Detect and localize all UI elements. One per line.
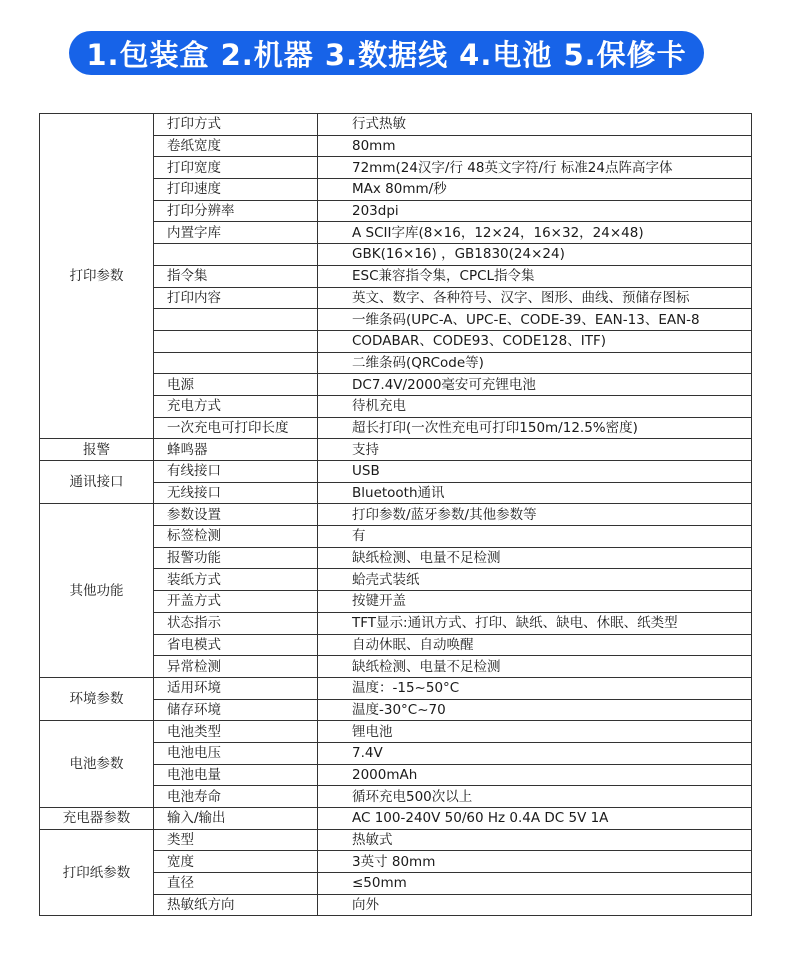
parameter-value-cell: 温度：-15~50°C: [318, 677, 752, 699]
spec-table-body: [40, 114, 752, 916]
parameter-value-cell: MAx 80mm/秒: [318, 179, 752, 201]
parameter-value-cell: Bluetooth通讯: [318, 482, 752, 504]
parameter-label-cell: 电池类型: [154, 721, 318, 743]
parameter-value-cell: A SCII字库(8×16，12×24，16×32，24×48): [318, 222, 752, 244]
parameter-label-cell: 打印速度: [154, 179, 318, 201]
parameter-label-cell: 卷纸宽度: [154, 135, 318, 157]
parameter-value-cell: 英文、数字、各种符号、汉字、图形、曲线、预储存图标: [318, 287, 752, 309]
parameter-value-cell: 打印参数/蓝牙参数/其他参数等: [318, 504, 752, 526]
parameter-label-cell: 开盖方式: [154, 591, 318, 613]
banner-title: 1.包装盒 2.机器 3.数据线 4.电池 5.保修卡: [86, 37, 687, 72]
parameter-value-cell: 自动休眠、自动唤醒: [318, 634, 752, 656]
parameter-label-cell: 类型: [154, 829, 318, 851]
table-row: [40, 677, 752, 699]
category-cell: 环境参数: [40, 677, 154, 720]
parameter-value-cell: 80mm: [318, 135, 752, 157]
parameter-value-cell: 有: [318, 526, 752, 548]
parameter-label-cell: 指令集: [154, 265, 318, 287]
category-cell: 报警: [40, 439, 154, 461]
parameter-value-cell: USB: [318, 461, 752, 483]
table-row: [40, 721, 752, 743]
parameter-label-cell: 蜂鸣器: [154, 439, 318, 461]
parameter-value-cell: 支持: [318, 439, 752, 461]
parameter-value-cell: GBK(16×16) ，GB1830(24×24): [318, 244, 752, 266]
parameter-value-cell: 超长打印(一次性充电可打印150m/12.5%密度): [318, 417, 752, 439]
accessories-banner: [69, 31, 704, 75]
parameter-label-cell: 装纸方式: [154, 569, 318, 591]
category-cell: 打印参数: [40, 114, 154, 439]
parameter-label-cell: 热敏纸方向: [154, 894, 318, 916]
parameter-value-cell: ≤50mm: [318, 873, 752, 895]
parameter-value-cell: 缺纸检测、电量不足检测: [318, 656, 752, 678]
category-cell: 充电器参数: [40, 808, 154, 830]
parameter-label-cell: 有线接口: [154, 461, 318, 483]
parameter-label-cell: 打印内容: [154, 287, 318, 309]
parameter-value-cell: 72mm(24汉字/行 48英文字符/行 标准24点阵高字体: [318, 157, 752, 179]
parameter-label-cell: 一次充电可打印长度: [154, 417, 318, 439]
parameter-value-cell: ESC兼容指令集，CPCL指令集: [318, 265, 752, 287]
parameter-value-cell: 7.4V: [318, 742, 752, 764]
parameter-label-cell: 直径: [154, 873, 318, 895]
table-row: [40, 808, 752, 830]
table-row: [40, 504, 752, 526]
category-cell: 通讯接口: [40, 461, 154, 504]
parameter-label-cell: 适用环境: [154, 677, 318, 699]
parameter-value-cell: 待机充电: [318, 395, 752, 417]
parameter-value-cell: 向外: [318, 894, 752, 916]
parameter-label-cell: [154, 352, 318, 374]
parameter-label-cell: [154, 244, 318, 266]
parameter-value-cell: DC7.4V/2000毫安可充锂电池: [318, 374, 752, 396]
parameter-label-cell: 电池电量: [154, 764, 318, 786]
parameter-label-cell: 打印宽度: [154, 157, 318, 179]
parameter-value-cell: 一维条码(UPC-A、UPC-E、CODE-39、EAN-13、EAN-8: [318, 309, 752, 331]
parameter-label-cell: 电池寿命: [154, 786, 318, 808]
parameter-label-cell: 状态指示: [154, 612, 318, 634]
parameter-label-cell: 参数设置: [154, 504, 318, 526]
parameter-value-cell: 循环充电500次以上: [318, 786, 752, 808]
parameter-label-cell: 打印方式: [154, 114, 318, 136]
parameter-value-cell: 温度-30°C~70: [318, 699, 752, 721]
parameter-value-cell: 按键开盖: [318, 591, 752, 613]
parameter-label-cell: 标签检测: [154, 526, 318, 548]
category-cell: 其他功能: [40, 504, 154, 678]
parameter-label-cell: 电源: [154, 374, 318, 396]
parameter-label-cell: 报警功能: [154, 547, 318, 569]
parameter-label-cell: [154, 309, 318, 331]
table-row: [40, 439, 752, 461]
parameter-label-cell: 宽度: [154, 851, 318, 873]
parameter-label-cell: 异常检测: [154, 656, 318, 678]
parameter-label-cell: 省电模式: [154, 634, 318, 656]
parameter-label-cell: 电池电压: [154, 742, 318, 764]
parameter-label-cell: 无线接口: [154, 482, 318, 504]
table-row: [40, 461, 752, 483]
parameter-value-cell: AC 100-240V 50/60 Hz 0.4A DC 5V 1A: [318, 808, 752, 830]
parameter-value-cell: 2000mAh: [318, 764, 752, 786]
parameter-label-cell: 打印分辨率: [154, 200, 318, 222]
parameter-label-cell: 内置字库: [154, 222, 318, 244]
parameter-value-cell: TFT显示:通讯方式、打印、缺纸、缺电、休眠、纸类型: [318, 612, 752, 634]
parameter-value-cell: 锂电池: [318, 721, 752, 743]
parameter-value-cell: 蛤壳式装纸: [318, 569, 752, 591]
table-row: [40, 114, 752, 136]
table-row: [40, 829, 752, 851]
parameter-value-cell: CODABAR、CODE93、CODE128、ITF): [318, 330, 752, 352]
parameter-label-cell: 充电方式: [154, 395, 318, 417]
parameter-value-cell: 行式热敏: [318, 114, 752, 136]
spec-table: [39, 113, 752, 916]
category-cell: 电池参数: [40, 721, 154, 808]
parameter-value-cell: 二维条码(QRCode等): [318, 352, 752, 374]
category-cell: 打印纸参数: [40, 829, 154, 916]
parameter-value-cell: 热敏式: [318, 829, 752, 851]
parameter-value-cell: 3英寸 80mm: [318, 851, 752, 873]
parameter-label-cell: 输入/输出: [154, 808, 318, 830]
parameter-value-cell: 203dpi: [318, 200, 752, 222]
parameter-value-cell: 缺纸检测、电量不足检测: [318, 547, 752, 569]
parameter-label-cell: 储存环境: [154, 699, 318, 721]
parameter-label-cell: [154, 330, 318, 352]
